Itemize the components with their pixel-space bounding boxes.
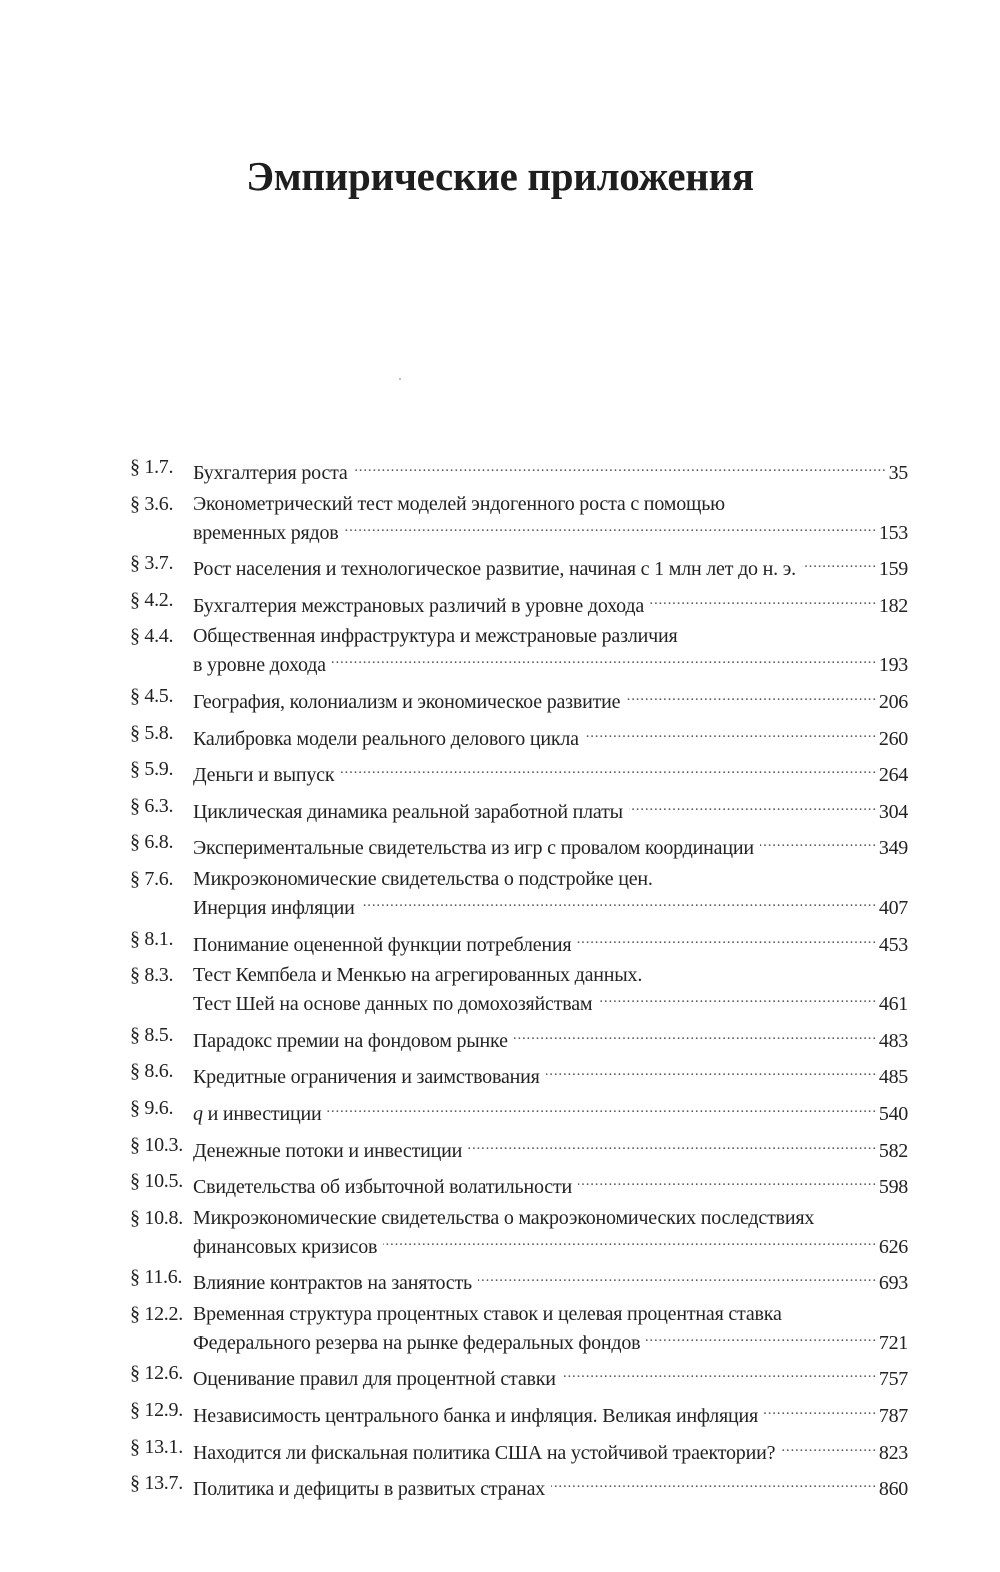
- entry-title-last: Бухгалтерия роста: [193, 462, 348, 484]
- entry-title-last: Деньги и выпуск: [193, 764, 335, 787]
- entry-last-line: [193, 1230, 908, 1259]
- toc-entry[interactable]: [130, 625, 908, 677]
- toc-entry[interactable]: [130, 722, 908, 751]
- entry-title: [193, 868, 908, 920]
- dot-leader: [546, 1060, 877, 1083]
- page-number[interactable]: 787: [878, 1405, 908, 1428]
- entry-title-last: Понимание оцененной функции потребления: [193, 933, 572, 956]
- table-of-contents: [130, 456, 908, 1509]
- entry-title-text: [193, 1478, 545, 1501]
- entry-last-line: [193, 758, 908, 787]
- entry-title-text: [193, 934, 571, 957]
- entry-title-line: Микроэкономические свидетельства о подстройке цен.: [193, 867, 653, 890]
- page-number[interactable]: 193: [878, 654, 908, 677]
- entry-last-line: [193, 987, 908, 1016]
- section-number: § 8.6.: [130, 1060, 174, 1083]
- entry-title: [193, 1060, 908, 1089]
- dot-leader: [468, 1134, 877, 1157]
- entry-title-line: Временная структура процентных ставок и целевая процентная ставка: [193, 1302, 782, 1325]
- entry-title-text: [193, 1368, 556, 1391]
- section-number: § 4.2.: [130, 588, 174, 611]
- page-number[interactable]: 485: [878, 1066, 908, 1089]
- page-number[interactable]: 582: [878, 1139, 908, 1162]
- entry-title: [193, 831, 908, 860]
- dot-leader: [578, 1170, 877, 1193]
- entry-last-line: [193, 1266, 908, 1295]
- section-number: § 10.5.: [130, 1170, 183, 1193]
- entry-title: [193, 928, 908, 957]
- entry-title-text: [193, 993, 592, 1016]
- entry-title-last: Свидетельства об избыточной волатильности: [193, 1176, 572, 1199]
- dot-leader: [514, 1024, 877, 1047]
- entry-title-text: [193, 764, 334, 787]
- entry-title-text: [193, 1066, 540, 1089]
- dot-leader: [629, 795, 877, 818]
- section-number: § 10.8.: [130, 1206, 183, 1229]
- toc-entry[interactable]: [130, 868, 908, 920]
- entry-title-last: Парадокс премии на фондовом рынке: [193, 1029, 508, 1052]
- entry-last-line: [193, 589, 908, 618]
- entry-title-last: Находится ли фискальная политика США на устойчивой траектории?: [193, 1441, 776, 1464]
- page-number[interactable]: 860: [878, 1478, 908, 1501]
- toc-entry[interactable]: [130, 1303, 908, 1355]
- page-number[interactable]: 206: [878, 690, 908, 713]
- page-number[interactable]: 693: [878, 1272, 908, 1295]
- entry-title-text: [193, 1272, 472, 1295]
- section-number: § 12.6.: [130, 1362, 183, 1385]
- entry-title: [193, 1399, 908, 1428]
- entry-title-last: Калибровка модели реального делового цикла: [193, 727, 579, 750]
- dot-leader: [361, 891, 877, 914]
- section-number: § 8.1.: [130, 927, 174, 950]
- entry-last-line: [193, 516, 908, 545]
- section-number: § 4.5.: [130, 684, 174, 707]
- entry-title-last: Влияние контрактов на занятость: [193, 1272, 472, 1295]
- scan-speck: [399, 378, 401, 380]
- section-number: § 3.6.: [130, 492, 174, 515]
- dot-leader: [781, 1436, 877, 1459]
- entry-last-line: [193, 1170, 908, 1199]
- section-number: § 10.3.: [130, 1133, 183, 1156]
- section-number: § 13.1.: [130, 1435, 183, 1458]
- page-number[interactable]: 461: [878, 993, 908, 1016]
- toc-entry[interactable]: [130, 831, 908, 860]
- entry-title-text: [193, 1332, 640, 1355]
- dot-leader: [760, 831, 877, 854]
- entry-title-last: Бухгалтерия межстрановых различий в уровне дохода: [193, 594, 645, 617]
- entry-last-line: [193, 928, 908, 957]
- entry-title-text: [193, 1236, 377, 1259]
- page-number[interactable]: 453: [878, 933, 908, 956]
- toc-entry[interactable]: [130, 1399, 908, 1428]
- entry-last-line: [193, 1134, 908, 1163]
- section-number: § 12.9.: [130, 1399, 183, 1422]
- entry-title: [193, 589, 908, 618]
- toc-entry[interactable]: [130, 1024, 908, 1053]
- entry-title-last: География, колониализм и экономическое развитие: [193, 690, 621, 713]
- section-number: § 6.3.: [130, 794, 174, 817]
- dot-leader: [802, 552, 877, 575]
- entry-title: [193, 456, 908, 485]
- page-number[interactable]: 598: [878, 1176, 908, 1199]
- entry-title: [193, 1362, 908, 1391]
- section-number: § 12.2.: [130, 1302, 183, 1325]
- section-number: § 9.6.: [130, 1096, 174, 1119]
- dot-leader: [764, 1399, 877, 1422]
- entry-title-last: Инерция инфляции: [193, 896, 355, 919]
- entry-last-line: [193, 831, 908, 860]
- entry-title-last: в уровне дохода: [193, 654, 326, 677]
- entry-title-text: [193, 1405, 758, 1428]
- entry-title: [193, 1170, 908, 1199]
- dot-leader: [345, 516, 877, 539]
- entry-last-line: [193, 1362, 908, 1391]
- entry-title: [193, 493, 908, 545]
- entry-title-line: Микроэкономические свидетельства о макроэкономических последствиях: [193, 1206, 815, 1229]
- page-number[interactable]: 35: [888, 462, 908, 484]
- dot-leader: [340, 758, 877, 781]
- page-number[interactable]: 304: [878, 800, 908, 823]
- page-number[interactable]: 626: [878, 1235, 908, 1258]
- entry-last-line: [193, 552, 908, 581]
- entry-title-text: [193, 728, 579, 751]
- dot-leader: [598, 987, 877, 1010]
- toc-entry[interactable]: [130, 1207, 908, 1259]
- page-number[interactable]: 349: [878, 837, 908, 860]
- entry-title-text: [193, 1030, 508, 1053]
- page-number[interactable]: 721: [878, 1331, 908, 1354]
- entry-title-last: Оценивание правил для процентной ставки: [193, 1368, 556, 1391]
- dot-leader: [383, 1230, 877, 1253]
- entry-title-last: Тест Шей на основе данных по домохозяйствам: [193, 993, 593, 1016]
- page-number[interactable]: 483: [878, 1029, 908, 1052]
- entry-last-line: [193, 891, 908, 920]
- entry-title-text: [193, 1176, 572, 1199]
- toc-entry[interactable]: [130, 1097, 908, 1126]
- entry-title-text: [193, 462, 348, 485]
- page-number[interactable]: 182: [878, 594, 908, 617]
- entry-last-line: [193, 1097, 908, 1126]
- page-number[interactable]: 757: [878, 1368, 908, 1391]
- entry-title-line: Тест Кемпбела и Менкью на агрегированных данных.: [193, 964, 643, 987]
- entry-title: [193, 1207, 908, 1259]
- entry-title: [193, 1097, 908, 1126]
- entry-title-last: Федерального резерва на рынке федеральных фондов: [193, 1331, 641, 1354]
- entry-title: [193, 795, 908, 824]
- dot-leader: [327, 1097, 876, 1120]
- toc-entry[interactable]: [130, 1134, 908, 1163]
- entry-title: [193, 1472, 908, 1501]
- entry-title-last: Рост населения и технологическое развитие, начиная с 1 млн лет до н. э.: [193, 558, 796, 581]
- entry-last-line: [193, 1024, 908, 1053]
- toc-entry[interactable]: [130, 1060, 908, 1089]
- page-number[interactable]: 260: [878, 727, 908, 750]
- entry-title-text: [193, 595, 644, 618]
- entry-title-line: Эконометрический тест моделей эндогенного роста с помощью: [193, 492, 725, 515]
- page-number[interactable]: 264: [878, 764, 908, 787]
- toc-entry[interactable]: [130, 964, 908, 1016]
- entry-title-last: и инвестиции: [202, 1102, 322, 1125]
- dot-leader: [332, 648, 877, 671]
- section-number: § 8.3.: [130, 964, 174, 987]
- page-number[interactable]: 823: [878, 1441, 908, 1464]
- page-number[interactable]: 159: [878, 558, 908, 581]
- entry-title-text: [193, 837, 754, 860]
- toc-entry[interactable]: [130, 493, 908, 545]
- entry-title-last: Циклическая динамика реальной заработной платы: [193, 800, 623, 823]
- dot-leader: [585, 722, 877, 745]
- dot-leader: [551, 1472, 877, 1495]
- dot-leader: [562, 1362, 877, 1385]
- toc-entry[interactable]: [130, 685, 908, 714]
- entry-title-text: [193, 897, 355, 920]
- section-number: § 1.7.: [130, 456, 174, 478]
- toc-entry[interactable]: [130, 758, 908, 787]
- entry-last-line: [193, 795, 908, 824]
- dot-leader: [650, 589, 877, 612]
- entry-title: [193, 1303, 908, 1355]
- section-number: § 8.5.: [130, 1023, 174, 1046]
- dot-leader: [646, 1326, 876, 1349]
- page-title: Эмпирические приложения: [246, 153, 754, 199]
- entry-title-italic: q: [193, 1102, 203, 1125]
- toc-entry[interactable]: [130, 589, 908, 618]
- entry-title: [193, 964, 908, 1016]
- entry-title-text: [193, 801, 623, 824]
- page-number[interactable]: 540: [878, 1102, 908, 1125]
- toc-entry[interactable]: [130, 795, 908, 824]
- entry-title: [193, 1266, 908, 1295]
- toc-entry[interactable]: [130, 1436, 908, 1465]
- entry-last-line: [193, 1326, 908, 1355]
- section-number: § 4.4.: [130, 625, 174, 648]
- section-number: § 7.6.: [130, 867, 174, 890]
- dot-leader: [478, 1266, 877, 1289]
- entry-title: [193, 1024, 908, 1053]
- entry-title: [193, 685, 908, 714]
- section-number: § 5.9.: [130, 758, 174, 781]
- entry-title-text: [193, 1103, 321, 1126]
- toc-entry[interactable]: [130, 1472, 908, 1501]
- section-number: § 11.6.: [130, 1266, 183, 1289]
- entry-last-line: [193, 456, 908, 485]
- dot-leader: [577, 928, 876, 951]
- entry-title-last: Кредитные ограничения и заимствования: [193, 1066, 540, 1089]
- entry-title-text: [193, 558, 796, 581]
- toc-entry[interactable]: [130, 552, 908, 581]
- page-number[interactable]: 407: [878, 896, 908, 919]
- toc-entry[interactable]: [130, 928, 908, 957]
- entry-title: [193, 722, 908, 751]
- entry-title-last: Денежные потоки и инвестиции: [193, 1139, 463, 1162]
- dot-leader: [354, 456, 887, 479]
- entry-last-line: [193, 722, 908, 751]
- entry-title-line: Общественная инфраструктура и межстрановые различия: [193, 625, 678, 648]
- entry-title-last: Политика и дефициты в развитых странах: [193, 1478, 546, 1501]
- dot-leader: [626, 685, 877, 708]
- entry-title: [193, 552, 908, 581]
- entry-title: [193, 758, 908, 787]
- entry-title-last: Независимость центрального банка и инфляция. Великая инфляция: [193, 1405, 759, 1428]
- entry-title-text: [193, 1140, 462, 1163]
- entry-title-text: [193, 691, 620, 714]
- section-number: § 5.8.: [130, 721, 174, 744]
- entry-title-last: временных рядов: [193, 521, 339, 544]
- entry-title-last: финансовых кризисов: [193, 1235, 378, 1258]
- entry-last-line: [193, 1436, 908, 1465]
- toc-entry[interactable]: [130, 1266, 908, 1295]
- entry-title: [193, 1134, 908, 1163]
- entry-title-text: [193, 654, 326, 677]
- page-number[interactable]: 153: [878, 521, 908, 544]
- entry-title-text: [193, 1442, 775, 1465]
- entry-title-text: [193, 522, 339, 545]
- entry-title: [193, 625, 908, 677]
- entry-last-line: [193, 648, 908, 677]
- entry-title: [193, 1436, 908, 1465]
- section-number: § 13.7.: [130, 1472, 183, 1495]
- entry-title-last: Экспериментальные свидетельства из игр с провалом координации: [193, 837, 754, 860]
- toc-entry[interactable]: [130, 456, 908, 485]
- toc-entry[interactable]: [130, 1362, 908, 1391]
- entry-last-line: [193, 1472, 908, 1501]
- toc-entry[interactable]: [130, 1170, 908, 1199]
- section-number: § 3.7.: [130, 552, 174, 575]
- section-number: § 6.8.: [130, 831, 174, 854]
- entry-last-line: [193, 685, 908, 714]
- entry-last-line: [193, 1399, 908, 1428]
- entry-last-line: [193, 1060, 908, 1089]
